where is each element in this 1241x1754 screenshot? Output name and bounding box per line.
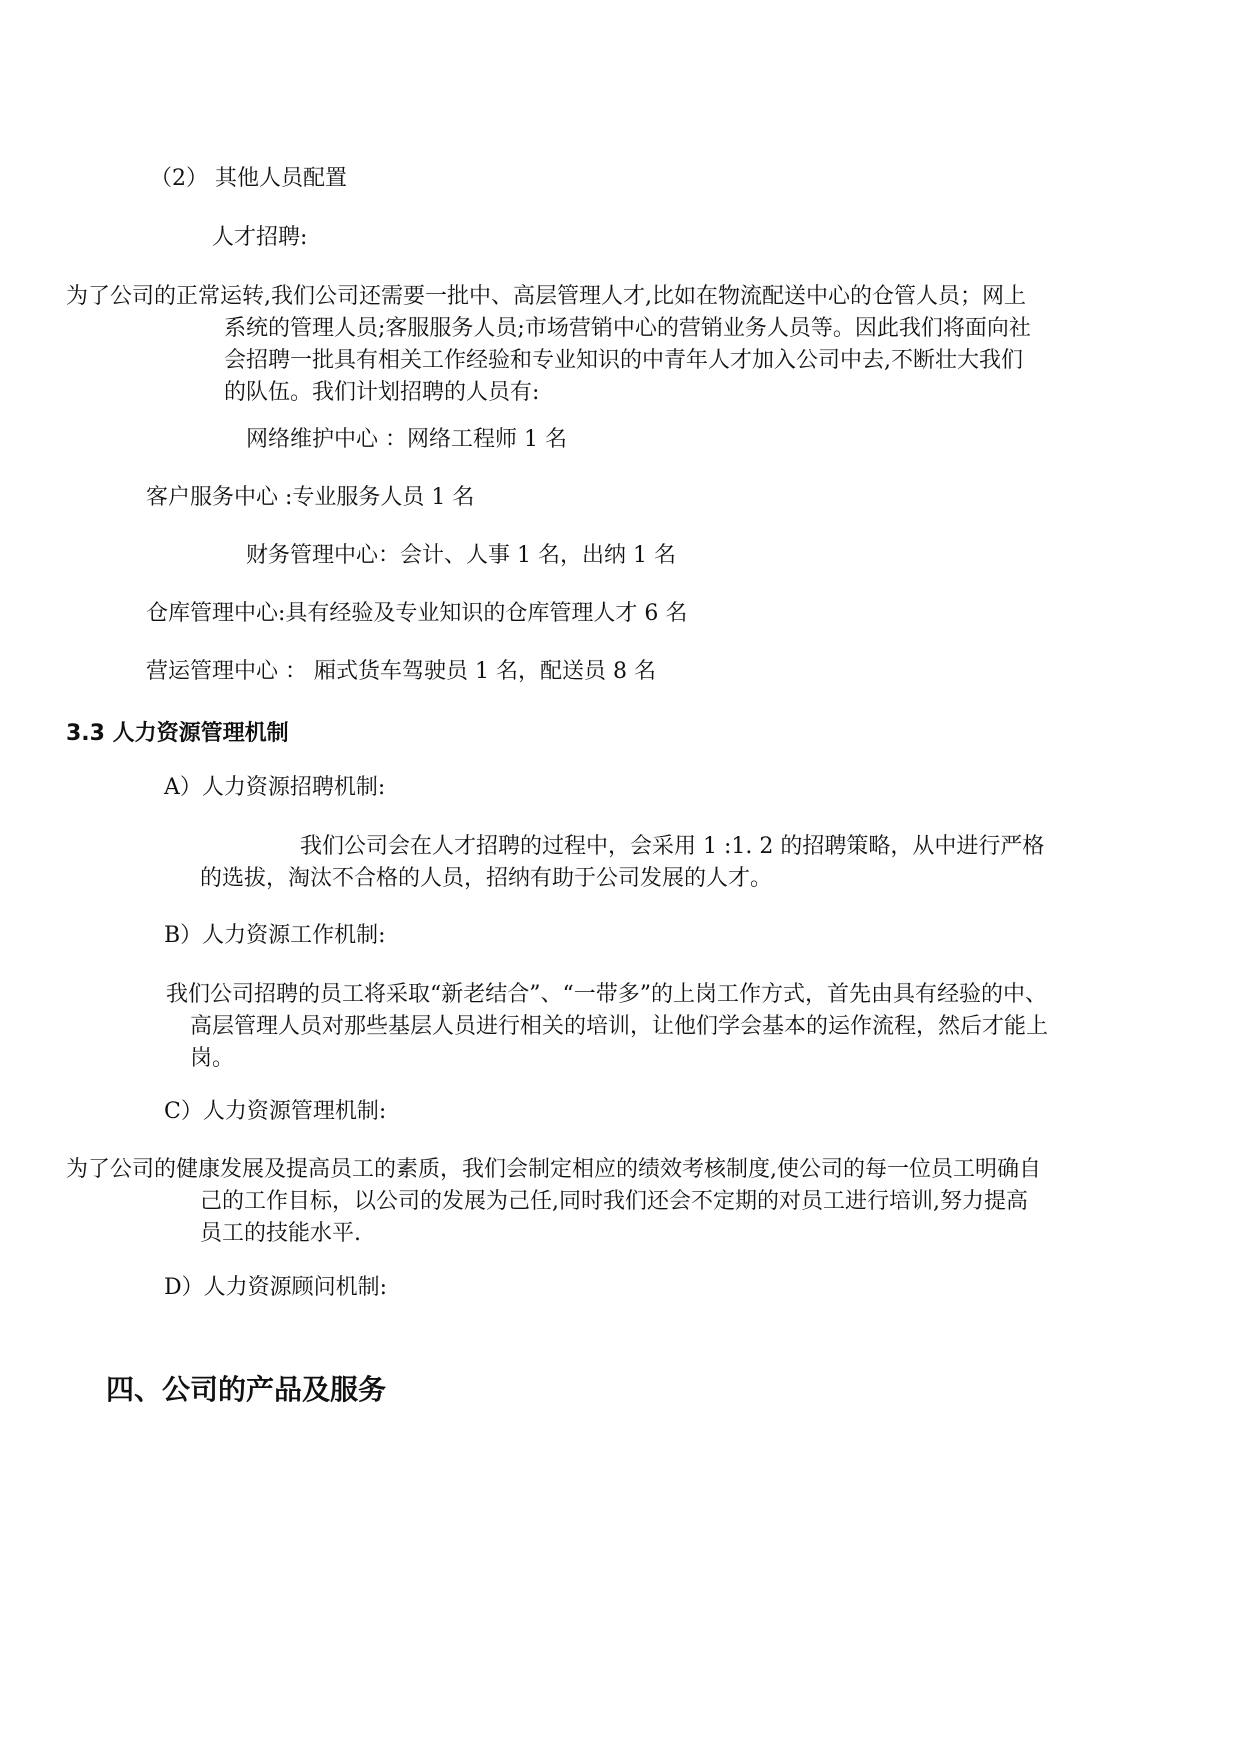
hr-consultant-heading: D）人力资源顾问机制:	[164, 1275, 388, 1300]
intro-paragraph-line: 为了公司的正常运转,我们公司还需要一批中、高层管理人才,比如在物流配送中心的仓管人员；网上	[66, 284, 1026, 309]
intro-paragraph-line: 会招聘一批具有相关工作经验和专业知识的中青年人才加入公司中去,不断壮大我们	[224, 348, 1023, 373]
hr-management-heading: C）人力资源管理机制:	[164, 1099, 387, 1124]
sub-heading-recruitment: 人才招聘:	[212, 225, 308, 250]
section-heading-hr-mechanism: 3.3 人力资源管理机制	[66, 721, 289, 746]
recruit-item-customer-service: 客户服务中心 :专业服务人员 1 名	[146, 485, 475, 510]
hr-recruit-paragraph-line: 的选拔，淘汰不合格的人员，招纳有助于公司发展的人才。	[200, 866, 773, 891]
hr-recruit-heading: A）人力资源招聘机制:	[164, 775, 386, 800]
chapter-heading-products-services: 四、公司的产品及服务	[106, 1373, 387, 1406]
hr-management-paragraph-line: 员工的技能水平.	[200, 1221, 361, 1246]
hr-recruit-paragraph-line: 我们公司会在人才招聘的过程中，会采用 1 :1. 2 的招聘策略，从中进行严格	[300, 834, 1045, 859]
intro-paragraph-line: 系统的管理人员;客服服务人员;市场营销中心的营销业务人员等。因此我们将面向社	[224, 316, 1031, 341]
hr-management-paragraph-line: 为了公司的健康发展及提高员工的素质，我们会制定相应的绩效考核制度,使公司的每一位员工明确自	[66, 1157, 1041, 1182]
hr-work-heading: B）人力资源工作机制:	[164, 923, 386, 948]
recruit-item-operations: 营运管理中心 ： 厢式货车驾驶员 1 名，配送员 8 名	[146, 659, 656, 684]
recruit-item-warehouse: 仓库管理中心:具有经验及专业知识的仓库管理人才 6 名	[146, 601, 688, 626]
intro-paragraph-line: 的队伍。我们计划招聘的人员有:	[224, 380, 540, 405]
hr-work-paragraph-line: 高层管理人员对那些基层人员进行相关的培训，让他们学会基本的运作流程，然后才能上	[190, 1014, 1049, 1039]
section-heading-other-staff: （2） 其他人员配置	[150, 166, 347, 191]
hr-work-paragraph-line: 岗。	[190, 1046, 235, 1071]
hr-work-paragraph-line: 我们公司招聘的员工将采取“新老结合”、“一带多”的上岗工作方式，首先由具有经验的中、	[166, 982, 1047, 1007]
hr-management-paragraph-line: 己的工作目标，以公司的发展为己任,同时我们还会不定期的对员工进行培训,努力提高	[200, 1189, 1028, 1214]
recruit-item-finance: 财务管理中心：会计、人事 1 名，出纳 1 名	[246, 543, 676, 568]
recruit-item-network: 网络维护中心 ：网络工程师 1 名	[246, 427, 567, 452]
